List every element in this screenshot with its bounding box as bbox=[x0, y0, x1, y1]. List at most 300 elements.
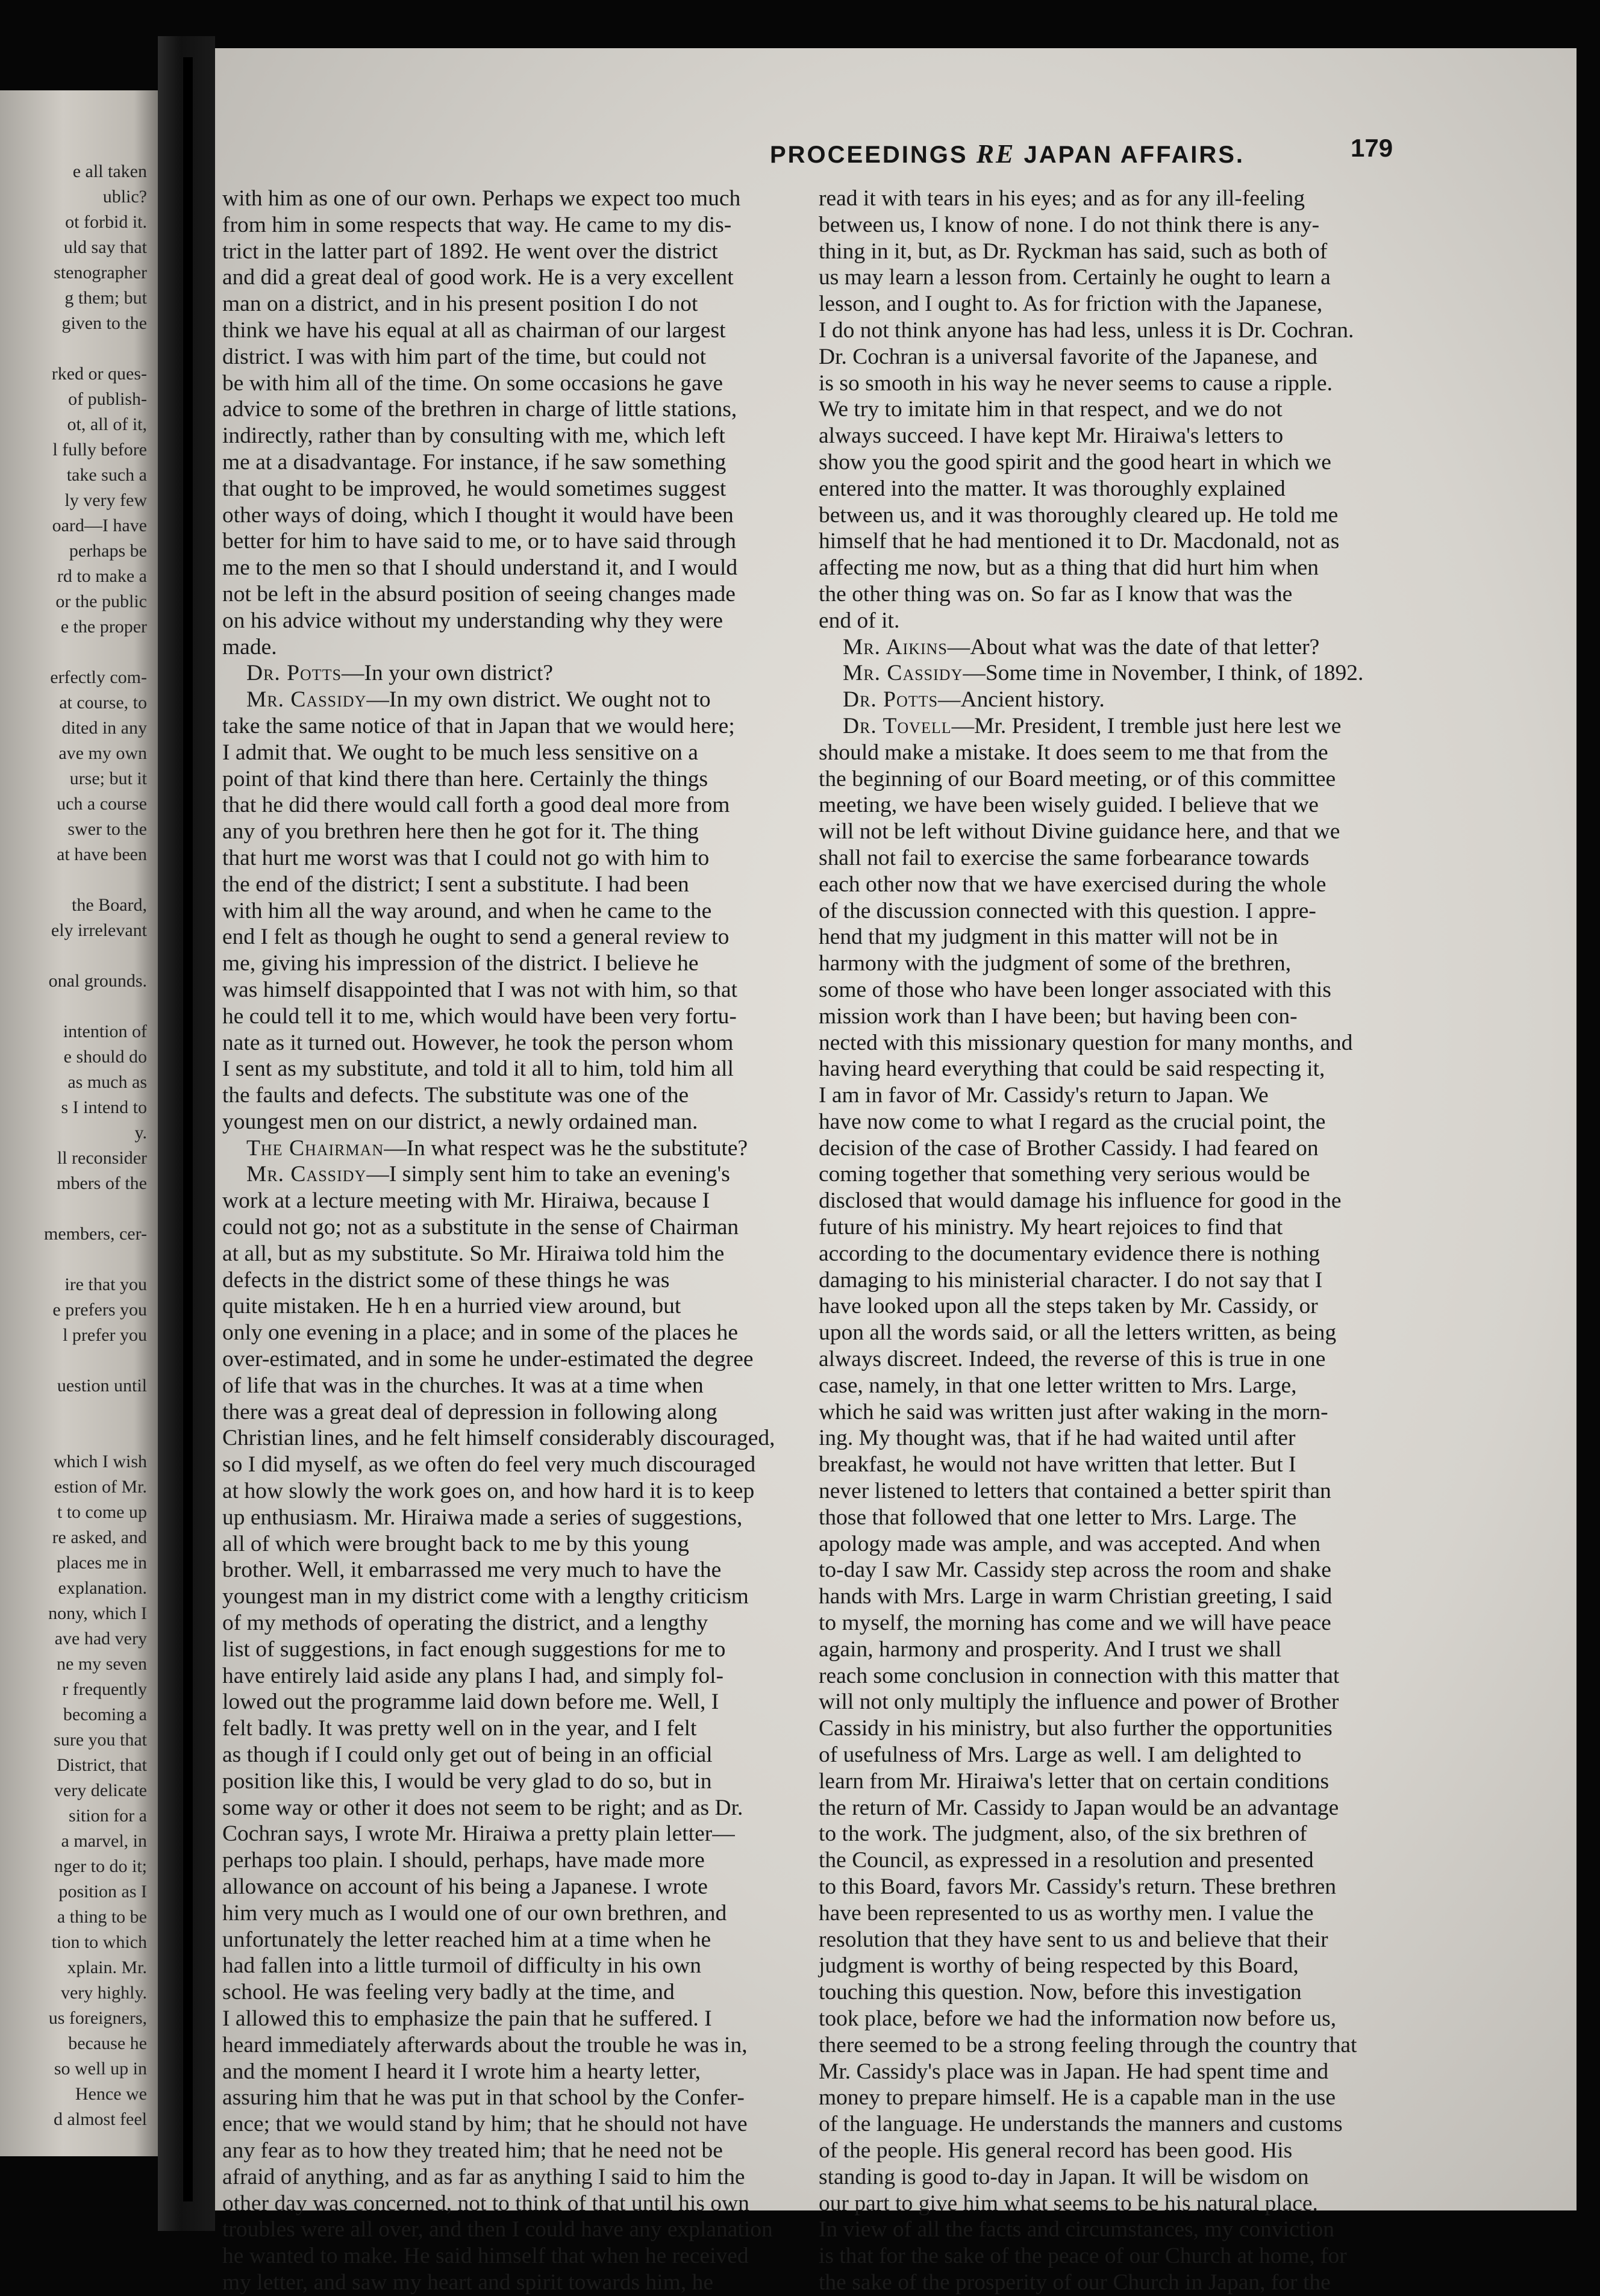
text-line bbox=[222, 1003, 807, 1030]
line-text: —In my own district. We ought not to bbox=[366, 687, 711, 713]
line-text: Cassidy in his ministry, but also further the opportunities bbox=[819, 1716, 1333, 1741]
facing-page-line: nony, which I bbox=[48, 1603, 147, 1623]
line-text: mission work than I have been; but having been con- bbox=[819, 1003, 1298, 1029]
facing-page-line: becoming a bbox=[63, 1705, 147, 1724]
line-text: We try to imitate him in that respect, and we do not bbox=[819, 397, 1283, 422]
line-text: between us, I know of none. I do not think there is any- bbox=[819, 212, 1320, 237]
text-line bbox=[819, 291, 1403, 317]
text-line bbox=[819, 528, 1403, 555]
text-line bbox=[222, 1452, 807, 1478]
text-line bbox=[819, 2269, 1403, 2296]
facing-page-line: ll reconsider bbox=[57, 1148, 147, 1168]
line-text: standing is good to-day in Japan. It will be wisdom on bbox=[819, 2164, 1309, 2189]
facing-page-line: tion to which bbox=[51, 1932, 147, 1952]
text-line bbox=[819, 423, 1403, 449]
line-text: show you the good spirit and the good heart in which we bbox=[819, 449, 1331, 475]
facing-page-line: perhaps be bbox=[69, 541, 147, 561]
text-line bbox=[819, 370, 1403, 397]
text-line bbox=[222, 317, 807, 344]
text-line bbox=[819, 1900, 1403, 1927]
line-text: apology made was ample, and was accepted. And when bbox=[819, 1531, 1321, 1556]
line-text: I allowed this to emphasize the pain that he suffered. I bbox=[222, 2006, 712, 2031]
text-line bbox=[819, 687, 1403, 713]
text-line bbox=[819, 845, 1403, 872]
text-line bbox=[222, 1636, 807, 1663]
text-line bbox=[819, 1082, 1403, 1109]
line-text: is that for the sake of the peace of our Church at home, for bbox=[819, 2244, 1347, 2269]
facing-page-line: Hence we bbox=[75, 2084, 147, 2104]
line-text: harmony with the judgment of some of the brethren, bbox=[819, 951, 1292, 976]
text-line bbox=[819, 792, 1403, 819]
line-text: have looked upon all the steps taken by Mr. Cassidy, or bbox=[819, 1294, 1318, 1319]
text-line bbox=[222, 608, 807, 634]
facing-page-line: swer to the bbox=[67, 819, 147, 839]
text-line bbox=[819, 2216, 1403, 2243]
facing-page-line: xplain. Mr. bbox=[67, 1958, 147, 1977]
line-text: any fear as to how they treated him; that he need not be bbox=[222, 2138, 723, 2163]
text-line bbox=[819, 1346, 1403, 1373]
line-text: of my methods of operating the district, and a lengthy bbox=[222, 1611, 708, 1636]
line-text: —About what was the date of that letter? bbox=[947, 634, 1320, 660]
line-text: assuring him that he was put in that school by the Confer- bbox=[222, 2085, 745, 2110]
line-text: read it with tears in his eyes; and as for any ill-feeling bbox=[819, 186, 1305, 211]
text-line bbox=[222, 1373, 807, 1399]
text-line bbox=[222, 898, 807, 925]
text-line bbox=[819, 1425, 1403, 1452]
line-text: the end of the district; I sent a substitute. I had been bbox=[222, 872, 689, 897]
text-line bbox=[819, 1478, 1403, 1505]
facing-page-line: rked or ques- bbox=[51, 364, 147, 384]
text-line bbox=[222, 2216, 807, 2243]
text-line bbox=[222, 370, 807, 397]
line-text: made. bbox=[222, 634, 277, 660]
text-line bbox=[222, 2269, 807, 2296]
text-line bbox=[222, 1505, 807, 1531]
text-line bbox=[222, 1346, 807, 1373]
speaker-name: Mr. Cassidy bbox=[843, 661, 963, 686]
line-text: be with him all of the time. On some occasions he gave bbox=[222, 370, 723, 396]
line-text: I am in favor of Mr. Cassidy's return to Japan. We bbox=[819, 1083, 1269, 1108]
text-line bbox=[222, 2059, 807, 2085]
line-text: the other thing was on. So far as I know that was the bbox=[819, 581, 1293, 607]
facing-page-line: erfectly com- bbox=[50, 667, 147, 687]
facing-page-line: s I intend to bbox=[61, 1097, 147, 1117]
line-text: at all, but as my substitute. So Mr. Hiraiwa told him the bbox=[222, 1241, 725, 1266]
line-text: never listened to letters that contained a better spirit than bbox=[819, 1479, 1331, 1504]
line-text: from him in some respects that way. He came to my dis- bbox=[222, 212, 732, 237]
facing-page-line: ire that you bbox=[64, 1274, 147, 1294]
speaker-name: Mr. Aikins bbox=[843, 634, 948, 660]
text-line bbox=[819, 2243, 1403, 2269]
text-line bbox=[222, 1821, 807, 1847]
text-line bbox=[222, 264, 807, 291]
text-line bbox=[222, 1847, 807, 1874]
line-text: heard immediately afterwards about the trouble he was in, bbox=[222, 2032, 748, 2057]
facing-page-line: e prefers you bbox=[52, 1300, 147, 1320]
text-line bbox=[222, 212, 807, 239]
text-line bbox=[819, 1452, 1403, 1478]
line-text: our part to give him what seems to be his natural place. bbox=[819, 2191, 1318, 2216]
line-text: other ways of doing, which I thought it would have been bbox=[222, 502, 734, 528]
line-text: there seemed to be a strong feeling through the country that bbox=[819, 2032, 1357, 2057]
line-text: Dr. Cochran is a universal favorite of the Japanese, and bbox=[819, 344, 1317, 369]
line-text: have entirely laid aside any plans I had, and simply fol- bbox=[222, 1663, 724, 1688]
line-text: my letter, and saw my heart and spirit towards him, he bbox=[222, 2269, 713, 2295]
line-text: think we have his equal at all as chairman of our largest bbox=[222, 317, 726, 343]
text-line bbox=[819, 660, 1403, 687]
text-line bbox=[819, 2138, 1403, 2164]
text-line bbox=[819, 1241, 1403, 1267]
text-line bbox=[819, 581, 1403, 608]
gutter-rule bbox=[183, 57, 193, 2201]
page bbox=[215, 48, 1577, 2295]
facing-page-line: as much as bbox=[67, 1072, 147, 1092]
text-line bbox=[819, 1663, 1403, 1689]
line-text: those that followed that one letter to Mrs. Large. The bbox=[819, 1505, 1297, 1530]
text-line bbox=[819, 1979, 1403, 2006]
line-text: the Council, as expressed in a resolution and presented bbox=[819, 1848, 1314, 1873]
facing-page-line: explanation. bbox=[58, 1578, 147, 1598]
line-text: trict in the latter part of 1892. He went over the district bbox=[222, 239, 718, 264]
facing-page-line: uestion until bbox=[57, 1376, 147, 1396]
text-line bbox=[819, 872, 1403, 898]
text-line bbox=[222, 1557, 807, 1583]
facing-page-line: because he bbox=[68, 2033, 147, 2053]
line-text: advice to some of the brethren in charge of little stations, bbox=[222, 397, 737, 422]
line-text: end I felt as though he ought to send a general review to bbox=[222, 925, 730, 950]
line-text: and the moment I heard it I wrote him a hearty letter, bbox=[222, 2059, 701, 2084]
text-line bbox=[819, 713, 1403, 740]
text-line bbox=[222, 1188, 807, 1214]
facing-page-line: ave my own bbox=[58, 743, 147, 763]
line-text: Cochran says, I wrote Mr. Hiraiwa a pretty plain letter— bbox=[222, 1821, 735, 1847]
line-text: case, namely, in that one letter written to Mrs. Large, bbox=[819, 1373, 1297, 1398]
text-column-left bbox=[222, 186, 807, 2296]
facing-page-line: urse; but it bbox=[69, 769, 147, 788]
line-text: that he did there would call forth a good deal more from bbox=[222, 793, 730, 818]
text-line bbox=[222, 1927, 807, 1953]
facing-page-line: d almost feel bbox=[54, 2109, 147, 2129]
line-text: at how slowly the work goes on, and how hard it is to keep bbox=[222, 1479, 755, 1504]
line-text: to this Board, favors Mr. Cassidy's return. These brethren bbox=[819, 1874, 1337, 1899]
text-line bbox=[222, 476, 807, 502]
text-line bbox=[819, 1135, 1403, 1162]
text-line bbox=[819, 1927, 1403, 1953]
running-title-b: JAPAN AFFAIRS. bbox=[1015, 142, 1245, 168]
text-line bbox=[819, 819, 1403, 845]
text-line bbox=[222, 1689, 807, 1715]
text-line bbox=[819, 344, 1403, 370]
text-line bbox=[819, 1636, 1403, 1663]
text-line bbox=[819, 2085, 1403, 2111]
line-text: Mr. Cassidy's place was in Japan. He had spent time and bbox=[819, 2059, 1329, 2084]
text-line bbox=[222, 1610, 807, 1636]
text-line bbox=[222, 845, 807, 872]
line-text: which he said was written just after waking in the morn- bbox=[819, 1399, 1328, 1424]
facing-page-line: so well up in bbox=[54, 2059, 147, 2079]
line-text: the beginning of our Board meeting, or of this committee bbox=[819, 766, 1336, 791]
text-line bbox=[819, 555, 1403, 581]
text-line bbox=[819, 396, 1403, 423]
text-line bbox=[222, 1320, 807, 1346]
line-text: affecting me now, but as a thing that did hurt him when bbox=[819, 555, 1319, 581]
text-line bbox=[819, 1610, 1403, 1636]
line-text: take the same notice of that in Japan that we would here; bbox=[222, 713, 735, 738]
text-line bbox=[819, 2111, 1403, 2138]
facing-page-line: ublic? bbox=[102, 187, 147, 207]
line-text: always succeed. I have kept Mr. Hiraiwa's letters to bbox=[819, 423, 1284, 449]
text-line bbox=[819, 924, 1403, 950]
line-text: damaging to his ministerial character. I do not say that I bbox=[819, 1267, 1323, 1293]
facing-page-line: at have been bbox=[57, 844, 147, 864]
line-text: me to the men so that I should understand it, and I would bbox=[222, 555, 738, 581]
line-text: had fallen into a little turmoil of difficulty in his own bbox=[222, 1953, 702, 1979]
line-text: decision of the case of Brother Cassidy. I had feared on bbox=[819, 1135, 1319, 1161]
text-line bbox=[222, 1478, 807, 1505]
text-line bbox=[222, 1399, 807, 1426]
text-line bbox=[222, 344, 807, 370]
text-line bbox=[819, 1373, 1403, 1399]
text-line bbox=[222, 555, 807, 581]
line-text: —Mr. President, I tremble just here lest we bbox=[951, 713, 1342, 738]
line-text: some way or other it does not seem to be right; and as Dr. bbox=[222, 1795, 743, 1820]
line-text: school. He was feeling very badly at the time, and bbox=[222, 1980, 675, 2005]
line-text: of the language. He understands the manners and customs bbox=[819, 2112, 1343, 2137]
text-line bbox=[222, 1293, 807, 1320]
text-line bbox=[819, 2191, 1403, 2217]
facing-page-line: dited in any bbox=[61, 718, 147, 738]
line-text: judgment is worthy of being respected by this Board, bbox=[819, 1953, 1299, 1979]
text-line bbox=[222, 1082, 807, 1109]
text-line bbox=[222, 1161, 807, 1188]
line-text: the faults and defects. The substitute was one of the bbox=[222, 1083, 689, 1108]
line-text: the return of Mr. Cassidy to Japan would be an advantage bbox=[819, 1795, 1339, 1820]
text-line bbox=[819, 2059, 1403, 2085]
text-line bbox=[819, 950, 1403, 977]
line-text: indirectly, rather than by consulting with me, which left bbox=[222, 423, 725, 449]
line-text: youngest men on our district, a newly ordained man. bbox=[222, 1109, 698, 1134]
line-text: allowance on account of his being a Japanese. I wrote bbox=[222, 1874, 708, 1899]
line-text: —Some time in November, I think, of 1892. bbox=[963, 661, 1364, 686]
line-text: of life that was in the churches. It was at a time when bbox=[222, 1373, 704, 1398]
line-text: —In your own district? bbox=[342, 661, 554, 686]
line-text: reach some conclusion in connection with this matter that bbox=[819, 1663, 1340, 1688]
line-text: Christian lines, and he felt himself considerably discouraged, bbox=[222, 1426, 775, 1451]
line-text: district. I was with him part of the time, but could not bbox=[222, 344, 706, 369]
text-line bbox=[222, 449, 807, 476]
text-line bbox=[819, 1847, 1403, 1874]
text-line bbox=[222, 2006, 807, 2032]
text-line bbox=[222, 1768, 807, 1795]
line-text: lesson, and I ought to. As for friction with the Japanese, bbox=[819, 292, 1323, 317]
facing-page-line: the Board, bbox=[72, 895, 147, 915]
line-text: could not go; not as a substitute in the sense of Chairman bbox=[222, 1215, 739, 1240]
line-text: always discreet. Indeed, the reverse of this is true in one bbox=[819, 1347, 1326, 1372]
line-text: us may learn a lesson from. Certainly he ought to learn a bbox=[819, 265, 1331, 290]
facing-page-line: take such a bbox=[66, 465, 147, 485]
text-line bbox=[819, 2164, 1403, 2191]
line-text: lowed out the programme laid down before me. Well, I bbox=[222, 1689, 719, 1715]
text-line bbox=[819, 1742, 1403, 1768]
facing-page-line: e all taken bbox=[72, 161, 147, 181]
text-line bbox=[222, 1109, 807, 1135]
text-line bbox=[819, 2006, 1403, 2032]
facing-page-line: ely irrelevant bbox=[51, 920, 147, 940]
line-text: that ought to be improved, he would sometimes suggest bbox=[222, 476, 727, 501]
facing-page-line: l prefer you bbox=[63, 1325, 147, 1345]
text-line bbox=[819, 1030, 1403, 1056]
line-text: some of those who have been longer associated with this bbox=[819, 977, 1331, 1002]
facing-page-line: re asked, and bbox=[52, 1527, 147, 1547]
facing-page-line: places me in bbox=[57, 1553, 147, 1573]
line-text: hands with Mrs. Large in warm Christian greeting, I said bbox=[819, 1584, 1333, 1609]
line-text: In view of all the facts and circumstances, my conviction bbox=[819, 2217, 1334, 2242]
line-text: nate as it turned out. However, he took the person whom bbox=[222, 1030, 734, 1055]
line-text: any of you brethren here then he got for it. The thing bbox=[222, 819, 699, 844]
facing-page-line: r frequently bbox=[62, 1679, 147, 1699]
facing-page-line: mbers of the bbox=[57, 1173, 147, 1193]
facing-page-line: sition for a bbox=[69, 1806, 147, 1826]
text-line bbox=[222, 2243, 807, 2269]
line-text: —Ancient history. bbox=[938, 687, 1105, 713]
line-text: —I simply sent him to take an evening's bbox=[366, 1162, 730, 1187]
text-line bbox=[222, 1953, 807, 1979]
text-line bbox=[819, 239, 1403, 265]
line-text: afraid of anything, and as far as anything I said to him the bbox=[222, 2164, 745, 2189]
text-line bbox=[819, 2032, 1403, 2059]
line-text: upon all the words said, or all the letters written, as being bbox=[819, 1320, 1337, 1346]
speaker-name: Mr. Cassidy bbox=[246, 1162, 367, 1187]
line-text: of usefulness of Mrs. Large as well. I am delighted to bbox=[819, 1742, 1302, 1768]
text-line bbox=[222, 291, 807, 317]
text-line bbox=[819, 264, 1403, 291]
text-line bbox=[819, 1188, 1403, 1214]
line-text: perhaps too plain. I should, perhaps, have made more bbox=[222, 1848, 705, 1873]
line-text: touching this question. Now, before this investigation bbox=[819, 1980, 1302, 2005]
text-line bbox=[222, 1583, 807, 1610]
text-line bbox=[819, 1109, 1403, 1135]
text-line bbox=[222, 1056, 807, 1082]
line-text: unfortunately the letter reached him at a time when he bbox=[222, 1927, 711, 1952]
text-line bbox=[222, 2085, 807, 2111]
facing-page-line: of publish- bbox=[68, 389, 147, 409]
line-text: and did a great deal of good work. He is a very excellent bbox=[222, 265, 734, 290]
line-text: work at a lecture meeting with Mr. Hiraiwa, because I bbox=[222, 1188, 710, 1214]
line-text: youngest man in my district come with a lengthy criticism bbox=[222, 1584, 749, 1609]
line-text: himself that he had mentioned it to Dr. Macdonald, not as bbox=[819, 529, 1340, 554]
text-line bbox=[222, 740, 807, 766]
facing-page-line: at course, to bbox=[59, 693, 147, 713]
line-text: have now come to what I regard as the crucial point, the bbox=[819, 1109, 1326, 1134]
text-line bbox=[222, 1663, 807, 1689]
facing-page-line: very highly. bbox=[60, 1983, 147, 2003]
line-text: with him as one of our own. Perhaps we expect too much bbox=[222, 186, 741, 211]
text-line bbox=[222, 1425, 807, 1452]
running-title-em: RE bbox=[976, 139, 1016, 169]
facing-page-line: very delicate bbox=[54, 1780, 147, 1800]
line-text: nected with this missionary question for many months, and bbox=[819, 1030, 1353, 1055]
facing-page-line: which I wish bbox=[54, 1452, 147, 1471]
text-line bbox=[819, 1320, 1403, 1346]
text-line bbox=[222, 1874, 807, 1900]
text-line bbox=[819, 1056, 1403, 1082]
facing-page-line: nger to do it; bbox=[54, 1856, 147, 1876]
facing-page-line: District, that bbox=[57, 1755, 147, 1775]
line-text: all of which were brought back to me by this young bbox=[222, 1531, 689, 1556]
line-text: brother. Well, it embarrassed me very much to have the bbox=[222, 1558, 722, 1583]
running-title-a: PROCEEDINGS bbox=[769, 142, 977, 168]
facing-page-line: ot forbid it. bbox=[65, 212, 147, 232]
line-text: on his advice without my understanding why they were bbox=[222, 608, 723, 633]
text-line bbox=[819, 1214, 1403, 1241]
text-line bbox=[222, 1979, 807, 2006]
line-text: shall not fail to exercise the same forbearance towards bbox=[819, 845, 1310, 870]
text-line bbox=[819, 212, 1403, 239]
line-text: man on a district, and in his present position I do not bbox=[222, 292, 698, 317]
text-line bbox=[222, 2164, 807, 2191]
facing-page-line: y. bbox=[134, 1123, 147, 1143]
facing-page-line: e the proper bbox=[60, 617, 147, 637]
text-line bbox=[222, 819, 807, 845]
text-line bbox=[222, 1214, 807, 1241]
line-text: so I did myself, as we often do feel very much discouraged bbox=[222, 1452, 756, 1477]
line-text: have been represented to us as worthy men. I value the bbox=[819, 1900, 1314, 1926]
line-text: will not be left without Divine guidance here, and that we bbox=[819, 819, 1340, 844]
text-line bbox=[222, 977, 807, 1003]
line-text: learn from Mr. Hiraiwa's letter that on certain conditions bbox=[819, 1768, 1330, 1794]
line-text: point of that kind there than here. Certainly the things bbox=[222, 766, 708, 791]
text-line bbox=[819, 1768, 1403, 1795]
facing-page-line: oard—I have bbox=[52, 516, 147, 535]
facing-page-line: ot, all of it, bbox=[67, 414, 147, 434]
line-text: should make a mistake. It does seem to me that from the bbox=[819, 740, 1328, 765]
text-line bbox=[222, 423, 807, 449]
text-line bbox=[222, 1030, 807, 1056]
line-text: list of suggestions, in fact enough suggestions for me to bbox=[222, 1636, 726, 1662]
line-text: took place, before we had the information now before us, bbox=[819, 2006, 1337, 2031]
text-line bbox=[222, 713, 807, 740]
line-text: future of his ministry. My heart rejoices to find that bbox=[819, 1215, 1283, 1240]
line-text: I admit that. We ought to be much less sensitive on a bbox=[222, 740, 698, 765]
text-line bbox=[222, 1742, 807, 1768]
facing-page-line: estion of Mr. bbox=[54, 1477, 147, 1497]
text-line bbox=[222, 1900, 807, 1927]
facing-page-line: ly very few bbox=[64, 490, 147, 510]
text-line bbox=[222, 502, 807, 529]
page-number: 179 bbox=[1351, 134, 1393, 162]
line-text: felt badly. It was pretty well on in the year, and I felt bbox=[222, 1716, 697, 1741]
line-text: to-day I saw Mr. Cassidy step across the room and shake bbox=[819, 1558, 1331, 1583]
text-line bbox=[819, 1953, 1403, 1979]
line-text: according to the documentary evidence there is nothing bbox=[819, 1241, 1320, 1266]
line-text: money to prepare himself. He is a capable man in the use bbox=[819, 2085, 1336, 2110]
line-text: each other now that we have exercised during the whole bbox=[819, 872, 1327, 897]
line-text: only one evening in a place; and in some of the places he bbox=[222, 1320, 738, 1346]
facing-page-line: ave had very bbox=[54, 1629, 147, 1649]
line-text: there was a great deal of depression in following along bbox=[222, 1399, 717, 1424]
text-line bbox=[819, 1821, 1403, 1847]
line-text: again, harmony and prosperity. And I trust we shall bbox=[819, 1636, 1282, 1662]
speaker-name: Dr. Potts bbox=[843, 687, 939, 713]
line-text: is so smooth in his way he never seems to cause a ripple. bbox=[819, 370, 1333, 396]
text-line bbox=[222, 792, 807, 819]
facing-page-line: sure you that bbox=[54, 1730, 147, 1750]
text-line bbox=[819, 186, 1403, 212]
text-column-right bbox=[819, 186, 1403, 2296]
line-text: me at a disadvantage. For instance, if he saw something bbox=[222, 449, 727, 475]
speaker-name: Dr. Tovell bbox=[843, 713, 952, 738]
line-text: he could tell it to me, which would have been very fortu- bbox=[222, 1003, 737, 1029]
